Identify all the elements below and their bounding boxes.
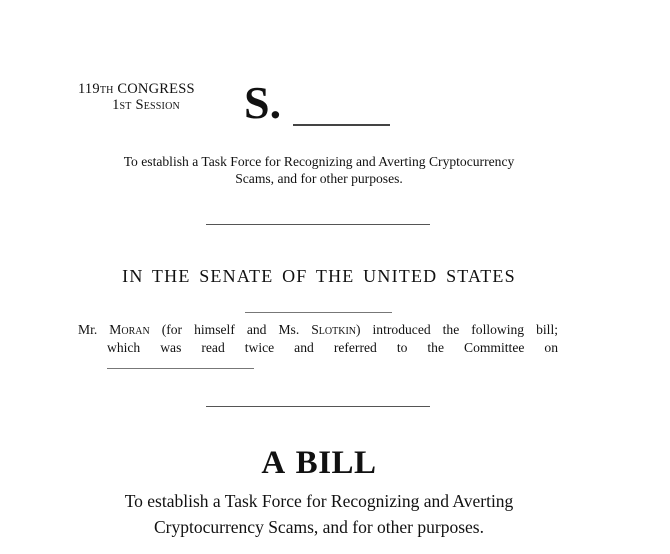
chamber-heading: IN THE SENATE OF THE UNITED STATES: [122, 266, 516, 286]
introduction-text-a: (for himself and Ms.: [161, 322, 300, 337]
divider-rule: [206, 406, 430, 407]
short-title-line-1: To establish a Task Force for Recognizing and Averting Cryptocurrency: [123, 154, 515, 169]
cosponsor-name: Slotkin: [311, 322, 357, 337]
congress-number: 119: [78, 81, 100, 97]
session-label: Session: [135, 97, 180, 113]
session-number: 1: [112, 97, 120, 113]
congress-label: CONGRESS: [117, 81, 195, 97]
session-line: [78, 97, 214, 113]
committee-blank: [107, 368, 254, 369]
long-title: [80, 488, 558, 540]
sponsor-name: Moran: [109, 322, 150, 337]
introduction-line-2: which was read twice and referred to the Committee on: [107, 340, 558, 355]
short-title-line-2: Scams, and for other purposes.: [235, 171, 403, 186]
long-title-line-1: To establish a Task Force for Recognizing and Averting: [124, 491, 514, 511]
session-ordinal: st: [119, 97, 132, 113]
bill-number-blank: [293, 124, 390, 126]
congress-session-block: [78, 81, 214, 113]
introduction-paragraph: [78, 321, 558, 357]
divider-rule-short: [245, 312, 392, 313]
sponsor-title: Mr.: [78, 322, 98, 337]
introduction-line-1: [78, 321, 558, 339]
divider-rule: [206, 224, 430, 225]
long-title-line-2: Cryptocurrency Scams, and for other purposes.: [154, 517, 484, 537]
short-title: [80, 153, 558, 187]
congress-line: [78, 81, 214, 97]
bill-number-prefix: S.: [244, 77, 282, 128]
bill-heading: A BILL: [261, 445, 377, 481]
introduction-text-b: ) introduced the following bill;: [356, 322, 558, 337]
congress-ordinal: th: [99, 81, 114, 97]
